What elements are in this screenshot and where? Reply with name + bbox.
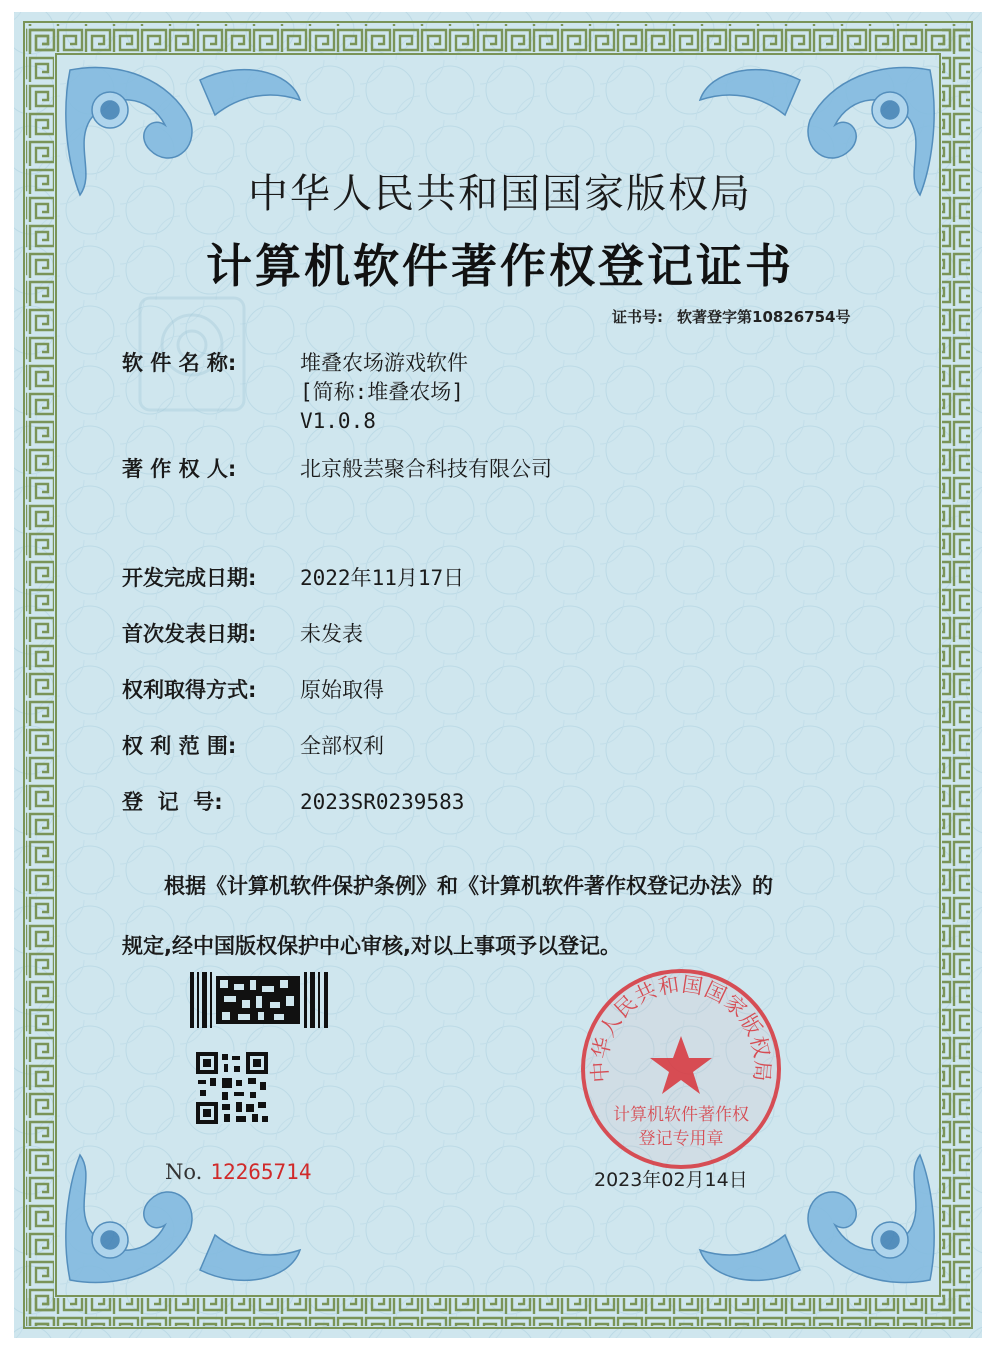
field-label: 登 记 号: <box>122 790 223 814</box>
certificate-title: 计算机软件著作权登记证书 <box>206 239 794 293</box>
seal-ring-text: 中华人民共和国国家版权局 <box>587 972 775 1084</box>
software-name-value: 堆叠农场游戏软件 <box>300 351 468 375</box>
field-label: 软 件 名 称: <box>122 351 237 375</box>
certificate-number-label: 证书号: <box>612 308 663 326</box>
field-label: 权利取得方式: <box>122 678 257 702</box>
statement-line-2: 规定,经中国版权保护中心审核,对以上事项予以登记。 <box>122 934 621 958</box>
certificate-number-value: 软著登字第10826754号 <box>677 308 851 326</box>
seal-line-2: 登记专用章 <box>638 1129 724 1149</box>
serial-number-value: 12265714 <box>210 1160 312 1184</box>
serial-prefix: No. <box>165 1160 203 1184</box>
barcode-icon <box>190 972 332 1028</box>
acquisition-method-value: 原始取得 <box>300 678 384 702</box>
issue-date: 2023年02月14日 <box>594 1169 748 1191</box>
software-short-name: [简称:堆叠农场] <box>300 380 464 404</box>
rights-scope-value: 全部权利 <box>300 734 384 758</box>
statement-line-1: 根据《计算机软件保护条例》和《计算机软件著作权登记办法》的 <box>164 874 773 898</box>
registration-statement <box>122 856 882 976</box>
first-publish-date-value: 未发表 <box>300 622 363 646</box>
software-version: V1.0.8 <box>300 409 376 433</box>
registration-number-value: 2023SR0239583 <box>300 790 465 814</box>
official-seal <box>578 966 784 1172</box>
issuer-title: 中华人民共和国国家版权局 <box>248 171 752 217</box>
field-label: 著 作 权 人: <box>122 457 237 481</box>
field-label: 首次发表日期: <box>122 622 257 646</box>
qr-code-icon <box>196 1052 268 1124</box>
copyright-owner-value: 北京般芸聚合科技有限公司 <box>300 457 552 481</box>
certificate-number <box>612 306 851 327</box>
field-label: 开发完成日期: <box>122 566 257 590</box>
seal-line-1: 计算机软件著作权 <box>613 1105 749 1125</box>
serial-number <box>165 1160 311 1184</box>
field-label: 权 利 范 围: <box>122 734 237 758</box>
completion-date-value: 2022年11月17日 <box>300 566 465 590</box>
